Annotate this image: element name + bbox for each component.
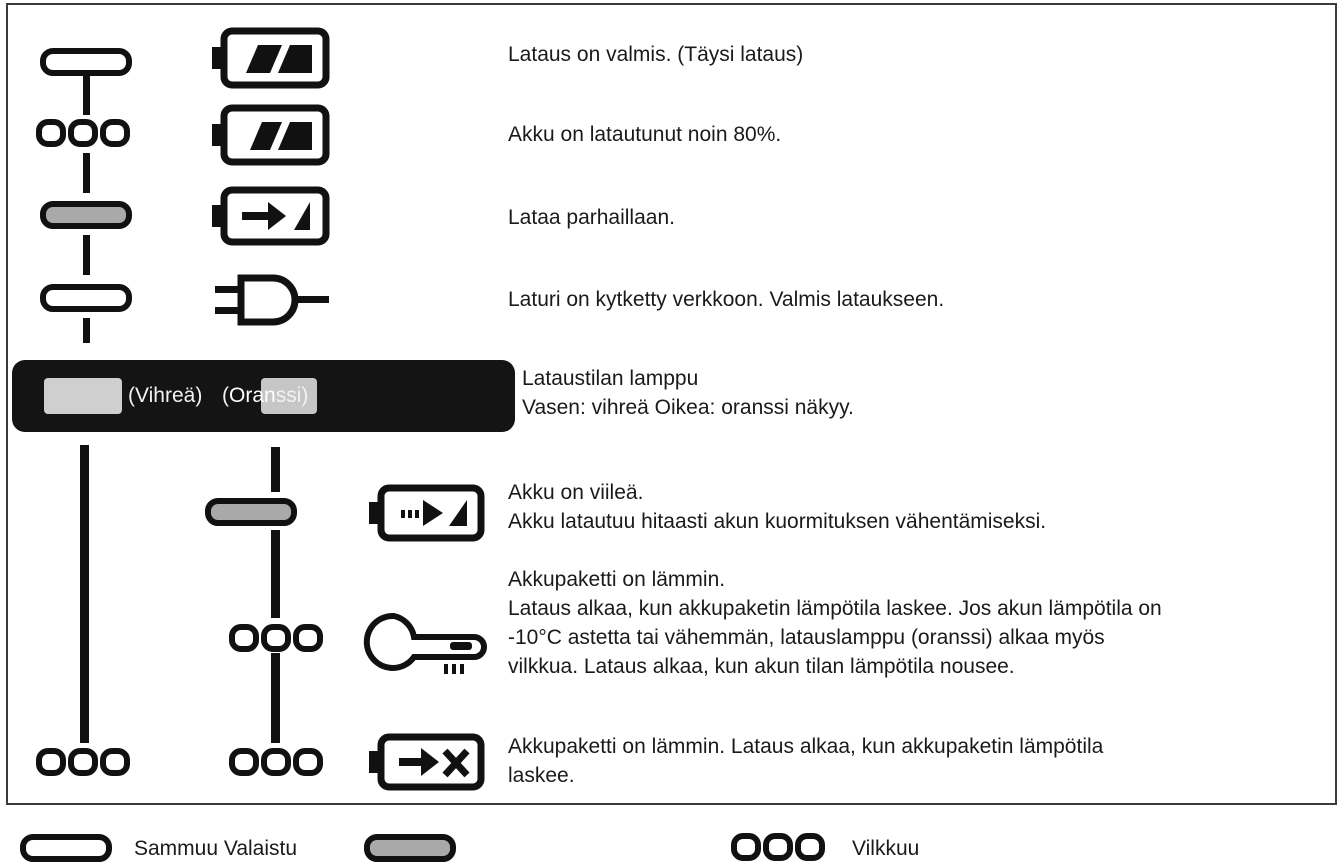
orange-label: (Oranssi) — [222, 384, 309, 407]
status-text-full: Lataus on valmis. (Täysi lataus) — [508, 43, 804, 66]
connector-line — [271, 447, 280, 492]
lamp-description: Lataustilan lamppu Vasen: vihreä Oikea: oranssi näkyy. — [522, 367, 854, 419]
connector-line — [271, 653, 280, 743]
connector-line — [83, 318, 90, 343]
status-text-cold: Akku on viileä. Akku latautuu hitaasti akun kuormituksen vähentämiseksi. — [508, 481, 1047, 533]
connector-line — [83, 75, 90, 115]
battery-error-icon — [367, 733, 485, 791]
lamp-on-icon — [40, 201, 132, 229]
connector-line — [83, 235, 90, 275]
battery-cold-icon — [367, 484, 485, 542]
lamp-blink-icon — [228, 747, 324, 777]
lamp-blink-icon — [35, 747, 131, 777]
status-text-warm: Akkupaketti on lämmin. Lataus alkaa, kun akkupaketin lämpötila laskee. Jos akun lämpötila on -10°C astetta tai vähemmän, latauslamppu (oranssi) alkaa myös vilkkua. Lataus alkaa, kun akun tilan lämpötila nousee. — [508, 568, 1162, 678]
connector-line — [80, 445, 89, 743]
lamp-blink-icon — [228, 623, 324, 653]
lamp-blink-icon — [35, 118, 131, 148]
connector-line — [271, 530, 280, 618]
battery-80-icon — [210, 104, 330, 166]
connector-line — [83, 153, 90, 193]
legend-lamp-blink-icon — [730, 832, 826, 862]
legend-blink-label: Vilkkuu — [852, 837, 920, 860]
lamp-off-icon — [40, 48, 132, 76]
green-label: (Vihreä) — [128, 384, 203, 407]
status-text-80: Akku on latautunut noin 80%. — [508, 123, 782, 146]
legend-lamp-on-icon — [364, 834, 456, 862]
lamp-off-icon — [40, 284, 132, 312]
battery-charging-icon — [210, 186, 330, 246]
legend-off-on-label: Sammuu Valaistu — [134, 837, 298, 860]
plug-icon — [215, 274, 331, 326]
lamp-on-icon — [205, 498, 297, 526]
status-text-error: Akkupaketti on lämmin. Lataus alkaa, kun akkupaketin lämpötila laskee. — [508, 735, 1104, 787]
green-lamp-swatch — [44, 378, 122, 414]
status-text-charging: Lataa parhaillaan. — [508, 206, 675, 229]
legend-lamp-off-icon — [20, 834, 112, 862]
status-lamp-banner — [12, 360, 515, 432]
thermometer-icon — [364, 612, 492, 678]
battery-full-icon — [210, 27, 330, 89]
status-text-plugged: Laturi on kytketty verkkoon. Valmis lataukseen. — [508, 288, 945, 311]
